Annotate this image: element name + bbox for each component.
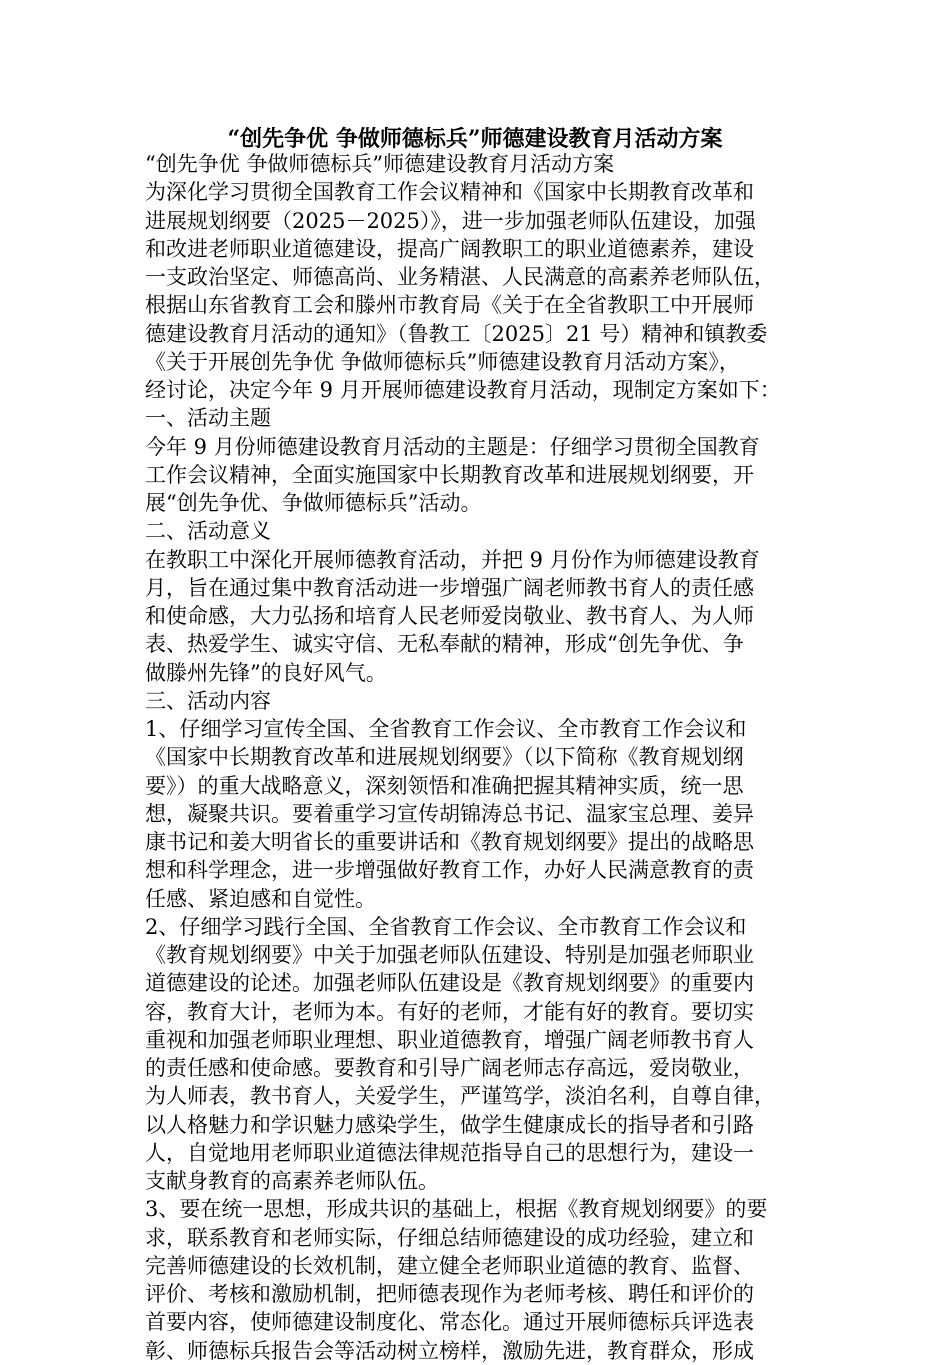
text-line: 的责任感和使命感。要教育和引导广阔老师志存高远，爱岗敬业， [145,1056,754,1080]
text-line: 任感、紧迫感和自觉性。 [145,886,376,911]
text-line: 在教职工中深化开展师德教育活动，并把 9 月份作为师德建设教育 [145,547,760,572]
text-line: 做滕州先锋”的良好风气。 [145,660,387,685]
document-body [145,150,805,1365]
text-line: “创先争优 争做师德标兵”师德建设教育月活动方案 [145,152,615,176]
text-line: 《关于开展创先争优 争做师德标兵”师德建设教育月活动方案》， [145,349,740,374]
text-line: 为深化学习贯彻全国教育工作会议精神和《国家中长期教育改革和 [145,180,754,205]
text-line: 道德建设的论述。加强老师队伍建设是《教育规划纲要》的重要内 [145,971,754,996]
text-line: 为人师表，教书育人，关爱学生，严谨笃学，淡泊名利，自尊自律， [145,1084,775,1109]
text-line: 要》）的重大战略意义，深刻领悟和准确把握其精神实质，统一思 [145,773,744,798]
text-line: 求，联系教育和老师实际，仔细总结师德建设的成功经验，建立和 [145,1225,754,1250]
text-line: 展“创先争优、争做师德标兵”活动。 [145,491,482,515]
text-line: 一、活动主题 [145,406,271,431]
text-line: 人，自觉地用老师职业道德法律规范指导自己的思想行为，建设一 [145,1140,754,1165]
text-line: 1、仔细学习宣传全国、全省教育工作会议、全市教育工作会议和 [145,717,747,741]
text-line: 重视和加强老师职业理想、职业道德教育，增强广阔老师教书育人 [145,1027,754,1052]
text-line: 完善师德建设的长效机制，建立健全老师职业道德的教育、监督、 [145,1253,754,1278]
text-line: 表、热爱学生、诚实守信、无私奉献的精神，形成“创先争优、争 [145,632,744,657]
text-line: 一支政治坚定、师德高尚、业务精湛、人民满意的高素养老师队伍， [145,265,775,289]
text-line: 德建设教育月活动的通知》（鲁教工〔2025〕21 号）精神和镇教委 [145,321,768,346]
text-line: 3、要在统一思想，形成共识的基础上，根据《教育规划纲要》的要 [145,1197,768,1222]
text-line: 和改进老师职业道德建设，提高广阔教职工的职业道德素养，建设 [145,236,754,261]
text-line: 《教育规划纲要》中关于加强老师队伍建设、特别是加强老师职业 [145,943,754,967]
text-line: 想，凝聚共识。要着重学习宣传胡锦涛总书记、温家宝总理、姜异 [145,801,754,826]
text-line: 评价、考核和激励机制，把师德表现作为老师考核、聘任和评价的 [145,1282,754,1306]
text-line: 首要内容，使师德建设制度化、常态化。通过开展师德标兵评选表 [145,1310,754,1335]
text-line: 根据山东省教育工会和滕州市教育局《关于在全省教职工中开展师 [145,293,754,318]
text-line: 经讨论，决定今年 9 月开展师德建设教育月活动，现制定方案如下： [145,378,781,402]
document-title: “创先争优 争做师德标兵”师德建设教育月活动方案 [227,126,723,152]
text-line: 今年 9 月份师德建设教育月活动的主题是：仔细学习贯彻全国教育 [145,434,760,459]
text-line: 工作会议精神，全面实施国家中长期教育改革和进展规划纲要，开 [145,462,754,487]
text-line: 康书记和姜大明省长的重要讲话和《教育规划纲要》提出的战略思 [145,830,754,854]
text-line: 二、活动意义 [145,519,271,544]
text-line: 2、仔细学习践行全国、全省教育工作会议、全市教育工作会议和 [145,914,747,939]
text-line: 容，教育大计，老师为本。有好的老师，才能有好的教育。要切实 [145,999,754,1024]
text-line: 进展规划纲要（2025－2025）》，进一步加强老师队伍建设，加强 [145,208,756,233]
text-line: 和使命感，大力弘扬和培育人民老师爱岗敬业、教书育人、为人师 [145,604,754,628]
text-line: 三、活动内容 [145,688,271,713]
text-line: 支献身教育的高素养老师队伍。 [145,1169,439,1193]
text-line: 《国家中长期教育改革和进展规划纲要》（以下简称《教育规划纲 [145,745,744,770]
text-line: 彰、师德标兵报告会等活动树立榜样，激励先进，教育群众，形成 [145,1338,754,1363]
text-line: 月，旨在通过集中教育活动进一步增强广阔老师教书育人的责任感 [145,575,754,600]
text-line: 想和科学理念，进一步增强做好教育工作，办好人民满意教育的责 [145,858,754,883]
text-line: 以人格魅力和学识魅力感染学生，做学生健康成长的指导者和引路 [145,1112,754,1137]
